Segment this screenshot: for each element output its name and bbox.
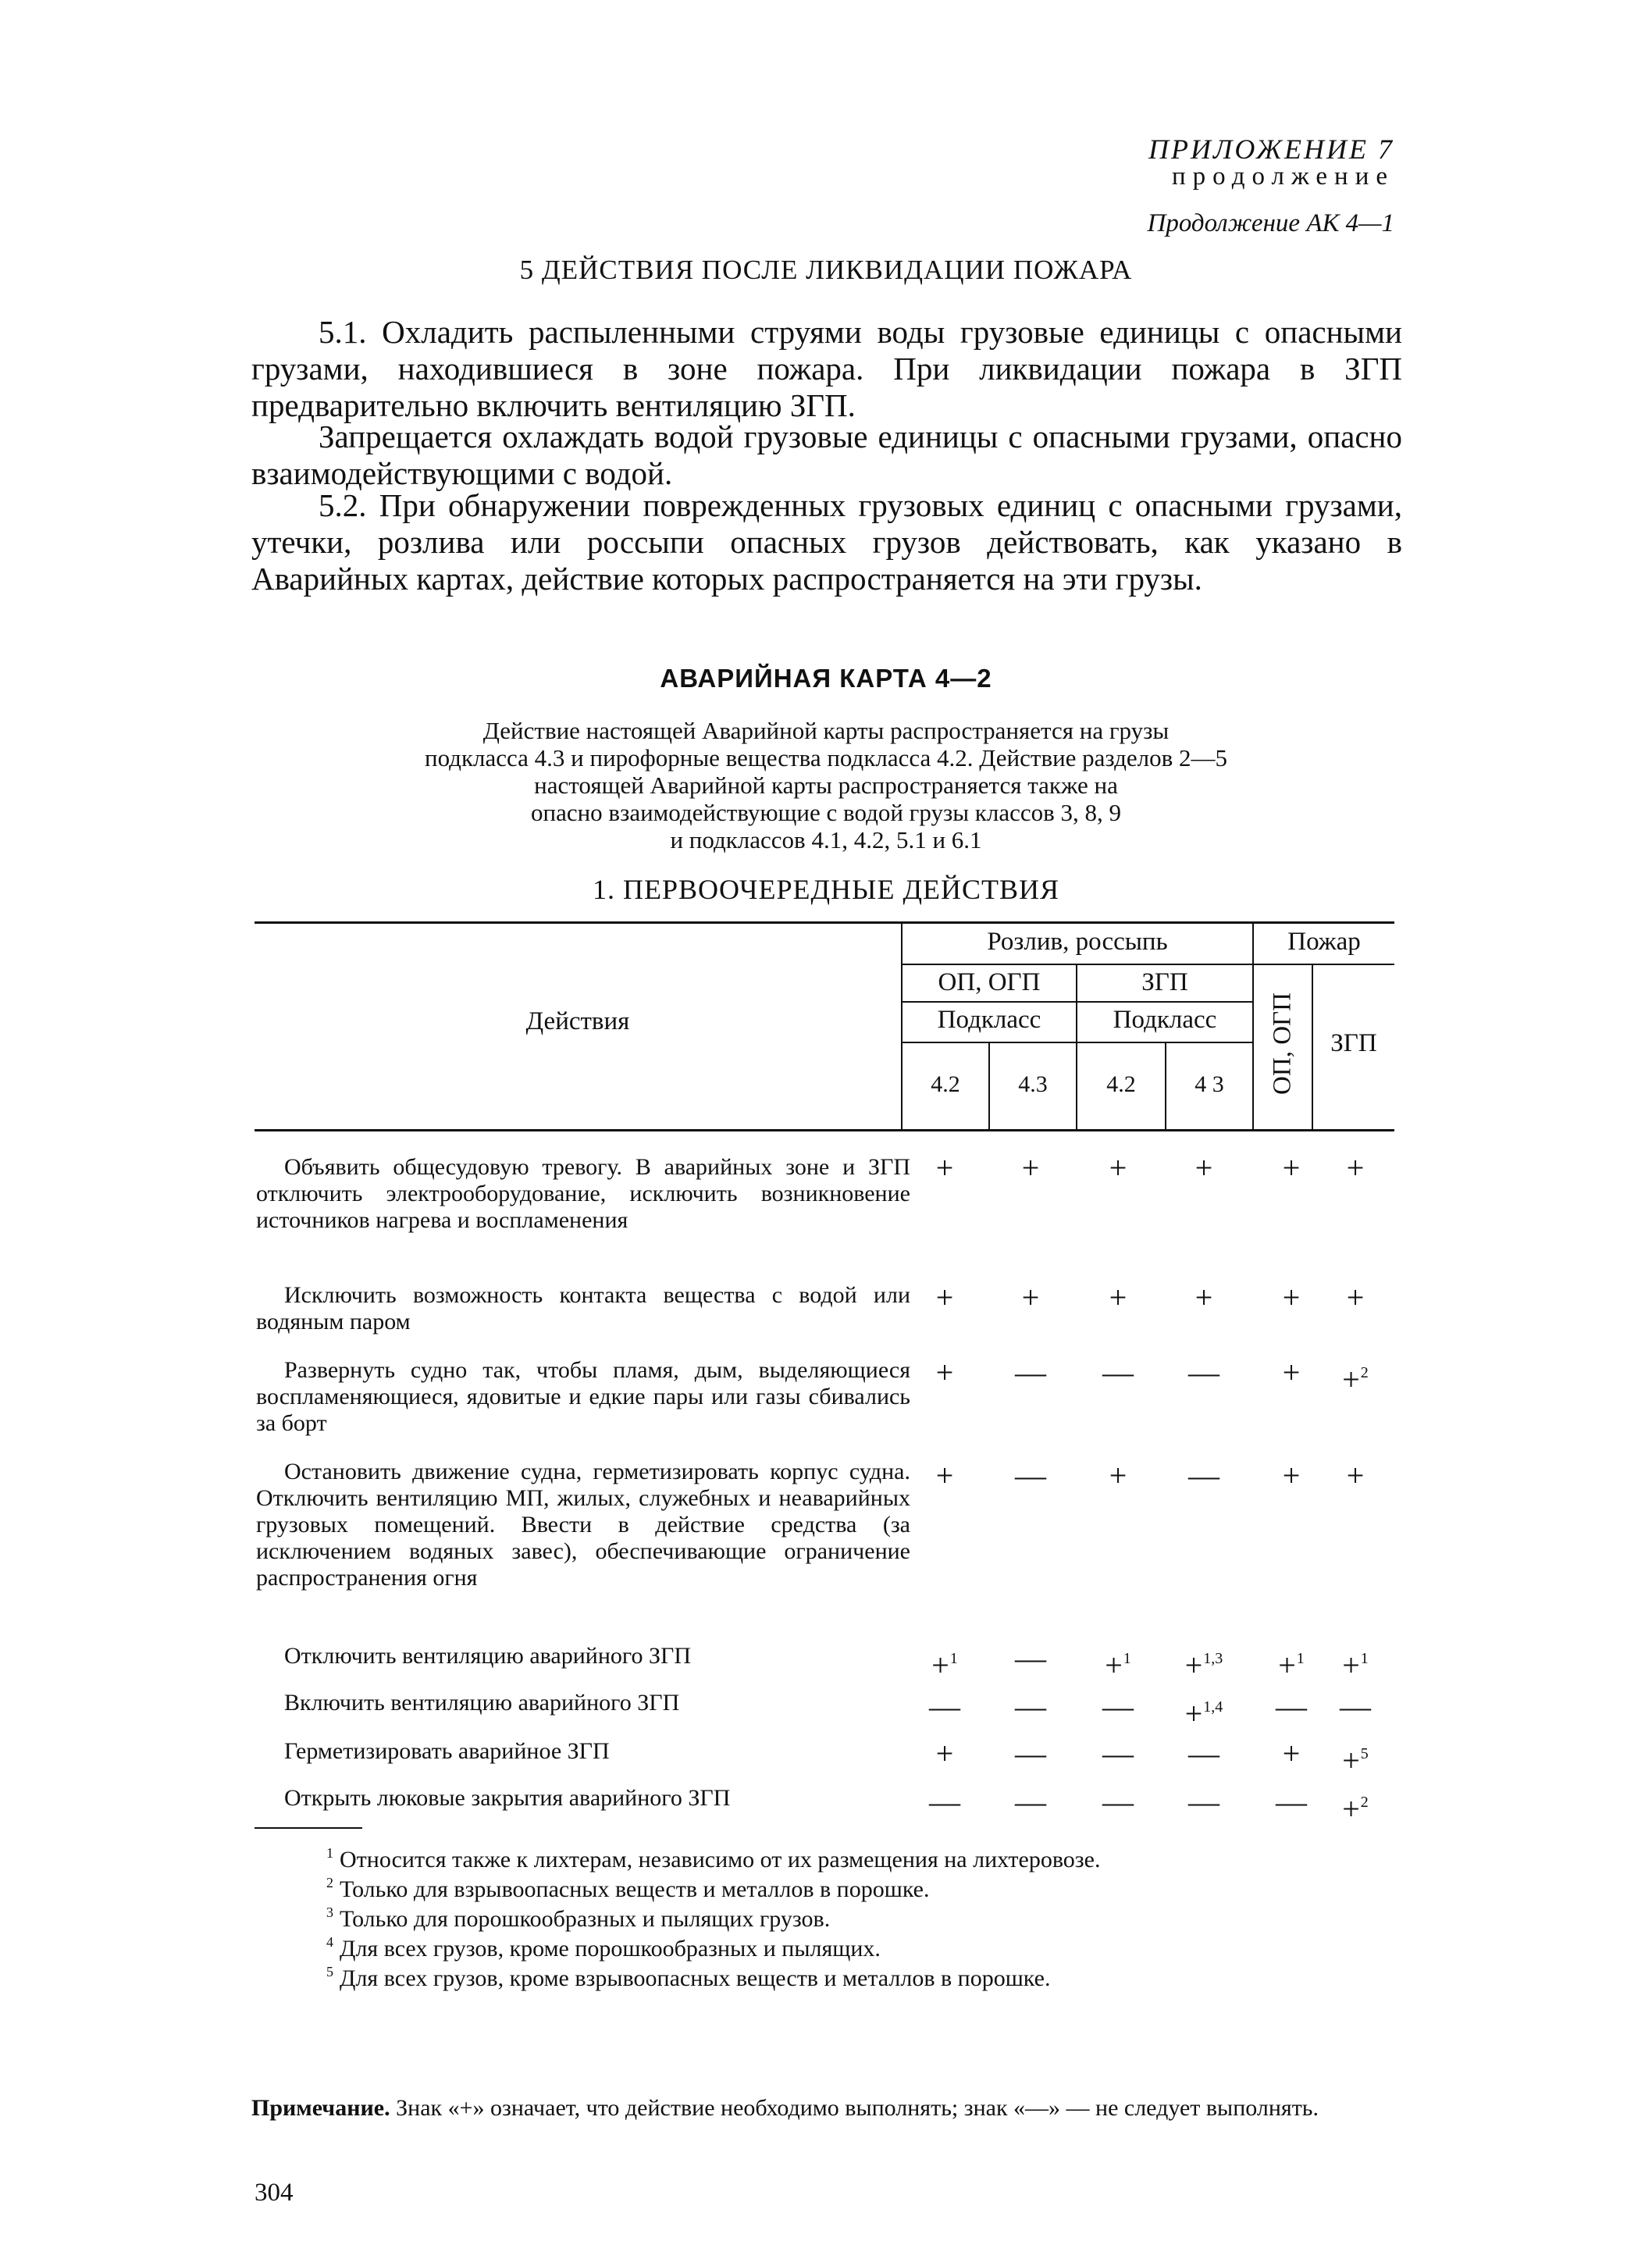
mark-symbol: — [1015, 1689, 1046, 1724]
mark-symbol: + [935, 1458, 954, 1493]
table-cell-mark [921, 1357, 968, 1388]
mark-symbol: — [1188, 1736, 1219, 1771]
note-label: Примечание. [251, 2095, 390, 2121]
row-action: Включить вентиляцию аварийного ЗГП [284, 1690, 680, 1716]
ak-continuation-label: Продолжение АК 4—1 [1147, 209, 1394, 237]
row-action: Объявить общесудовую тревогу. В аварийных зоне и ЗГП отключить электрооборудование, исключить возникновение источников нагрева и воспламенения [256, 1154, 910, 1233]
header-fire-op-ogp: ОП, ОГП [1268, 992, 1297, 1095]
mark-symbol: + [935, 1150, 954, 1185]
table-cell-mark [1268, 1784, 1315, 1819]
mark-symbol: + [1342, 1791, 1360, 1826]
mark-symbol: — [1102, 1355, 1134, 1390]
mark-symbol: + [1278, 1648, 1296, 1683]
header-subclass-4-2: 4.2 [931, 1071, 960, 1097]
scope-line: подкласса 4.3 и пирофорные вещества подкласса 4.2. Действие разделов 2—5 [424, 744, 1228, 771]
table-top-rule [255, 921, 1394, 924]
footnote-number: 1 [326, 1845, 333, 1861]
table-cell-mark [1095, 1691, 1141, 1723]
mark-symbol: + [1184, 1696, 1203, 1731]
mark-symbol: + [931, 1648, 949, 1683]
table-cell-mark [1268, 1643, 1315, 1681]
table-cell-mark [1007, 1784, 1054, 1819]
table-cell-mark [1007, 1460, 1054, 1491]
mark-symbol: — [1102, 1736, 1134, 1771]
mark-symbol: + [1282, 1355, 1301, 1390]
mark-symbol: — [1015, 1641, 1046, 1676]
mark-symbol: + [1109, 1280, 1127, 1315]
table-cell-mark [921, 1150, 968, 1185]
page-number: 304 [255, 2179, 294, 2207]
appendix-label: ПРИЛОЖЕНИЕ 7 [1148, 134, 1394, 165]
mark-symbol: + [1021, 1280, 1040, 1315]
table-cell-mark [921, 1784, 968, 1819]
note-text: Знак «+» означает, что действие необходимо выполнять; знак «—» — не следует выполнять. [396, 2095, 1319, 2121]
mark-symbol: + [1109, 1150, 1127, 1185]
table-cell-mark [1095, 1784, 1141, 1819]
mark-footnote-ref: 2 [1360, 1364, 1369, 1381]
section5-paragraph-3: 5.2. При обнаружении поврежденных грузовых единиц с опасными грузами, утечки, розлива или россыпи опасных грузов действовать, как указано в Аварийных картах, действие которых распространяется на эти грузы. [251, 487, 1402, 597]
footnote [326, 1899, 830, 1933]
table-cell-mark [921, 1643, 968, 1681]
table-cell-mark [1095, 1150, 1141, 1185]
mark-symbol: — [1015, 1458, 1046, 1493]
mark-symbol: — [1276, 1689, 1307, 1724]
table-cell-mark [1332, 1738, 1379, 1776]
table-cell-mark [1332, 1643, 1379, 1681]
table-cell-mark [1268, 1738, 1315, 1769]
table-cell-mark [1332, 1282, 1379, 1313]
table-cell-mark [1007, 1691, 1054, 1723]
table-cell-mark [1180, 1738, 1227, 1769]
mark-footnote-ref: 1 [1296, 1650, 1305, 1667]
footnote-number: 4 [326, 1934, 333, 1950]
table-cell-mark [1180, 1643, 1227, 1681]
mark-footnote-ref: 1,4 [1203, 1698, 1223, 1716]
header-zgp: ЗГП [1141, 968, 1188, 996]
mark-symbol: + [935, 1280, 954, 1315]
mark-symbol: — [1188, 1784, 1219, 1819]
footnote-text: Для всех грузов, кроме порошкообразных и пылящих. [340, 1936, 881, 1962]
table-cell-mark [1332, 1460, 1379, 1491]
table-cell-mark [1095, 1460, 1141, 1491]
footnote [326, 1929, 881, 1962]
mark-symbol: + [1105, 1648, 1123, 1683]
mark-symbol: — [1188, 1355, 1219, 1390]
section5-title: 5 ДЕЙСТВИЯ ПОСЛЕ ЛИКВИДАЦИИ ПОЖАРА [519, 255, 1133, 285]
row-action: Остановить движение судна, герметизировать корпус судна. Отключить вентиляцию МП, жилых, служебных и неаварийных грузовых помещений. Ввести в действие средства (за исключением водяных завес), обеспечивающие ограничение распространения огня [256, 1459, 910, 1591]
table-cell-mark [1268, 1460, 1315, 1491]
table-hline [903, 964, 1252, 965]
table-cell-mark [1332, 1787, 1379, 1825]
table-cell-mark [921, 1282, 968, 1313]
table-cell-mark [1007, 1643, 1054, 1674]
header-subclass-4-3: 4.3 [1018, 1071, 1048, 1097]
mark-symbol: + [1194, 1150, 1213, 1185]
mark-footnote-ref: 1,3 [1203, 1650, 1223, 1667]
scope-line: Действие настоящей Аварийной карты распространяется на грузы [482, 717, 1170, 744]
table-cell-mark [1007, 1738, 1054, 1769]
mark-symbol: + [1342, 1362, 1360, 1397]
header-fire: Пожар [1287, 928, 1361, 956]
row-action: Герметизировать аварийное ЗГП [284, 1738, 610, 1764]
mark-symbol: — [1015, 1784, 1046, 1819]
table-cell-mark [921, 1738, 968, 1769]
mark-symbol: + [1021, 1150, 1040, 1185]
table-cell-mark [1268, 1150, 1315, 1185]
mark-symbol: + [1282, 1150, 1301, 1185]
mark-symbol: — [1276, 1784, 1307, 1819]
table-hline [903, 1001, 1252, 1003]
footnote-number: 3 [326, 1905, 333, 1920]
section5-paragraph-2: Запрещается охлаждать водой грузовые единицы с опасными грузами, опасно взаимодействующими с водой. [251, 419, 1402, 491]
section1-title: 1. ПЕРВООЧЕРЕДНЫЕ ДЕЙСТВИЯ [592, 874, 1060, 905]
table-cell-mark [1268, 1691, 1315, 1723]
footnote [326, 1958, 1050, 1992]
table-cell-mark [1180, 1357, 1227, 1388]
table-cell-mark [1180, 1460, 1227, 1491]
mark-symbol: — [1102, 1784, 1134, 1819]
mark-footnote-ref: 2 [1360, 1794, 1369, 1811]
footnote-number: 5 [326, 1964, 333, 1979]
table-cell-mark [1332, 1150, 1379, 1185]
scope-line: и подклассов 4.1, 4.2, 5.1 и 6.1 [670, 826, 982, 853]
mark-footnote-ref: 1 [949, 1650, 958, 1667]
mark-symbol: + [1282, 1458, 1301, 1493]
mark-symbol: — [1340, 1689, 1371, 1724]
table-cell-mark [1180, 1282, 1227, 1313]
header-subclass-4-3: 4 3 [1194, 1071, 1224, 1097]
mark-symbol: + [1346, 1458, 1365, 1493]
mark-footnote-ref: 5 [1360, 1745, 1369, 1762]
table-cell-mark [1332, 1691, 1379, 1723]
table-cell-mark [1180, 1691, 1227, 1730]
mark-symbol: + [1194, 1280, 1213, 1315]
header-spill: Розлив, россыпь [987, 928, 1168, 956]
mark-symbol: + [1346, 1280, 1365, 1315]
mark-symbol: + [1109, 1458, 1127, 1493]
footnote-text: Только для порошкообразных и пылящих грузов. [340, 1906, 831, 1932]
table-cell-mark [921, 1691, 968, 1723]
table-cell-mark [1007, 1282, 1054, 1313]
mark-symbol: + [1282, 1736, 1301, 1771]
mark-symbol: + [1342, 1648, 1360, 1683]
table-cell-mark [1180, 1150, 1227, 1185]
row-action: Отключить вентиляцию аварийного ЗГП [284, 1643, 692, 1669]
mark-symbol: — [1015, 1736, 1046, 1771]
scope-line: настоящей Аварийной карты распространяется также на [534, 771, 1118, 799]
mark-symbol: — [1015, 1355, 1046, 1390]
header-subclass-4-2: 4.2 [1106, 1071, 1136, 1097]
footnote [326, 1869, 929, 1903]
footnote-text: Только для взрывоопасных веществ и металлов в порошке. [340, 1876, 930, 1902]
table-cell-mark [1095, 1738, 1141, 1769]
row-action: Исключить возможность контакта вещества с водой или водяным паром [256, 1282, 910, 1334]
mark-symbol: — [1188, 1458, 1219, 1493]
table-cell-mark [921, 1460, 968, 1491]
table-cell-mark [1095, 1282, 1141, 1313]
card-title: АВАРИЙНАЯ КАРТА 4—2 [660, 664, 992, 693]
continuation-label: продолжение [1171, 162, 1394, 191]
note [251, 2094, 1402, 2122]
table-cell-mark [1268, 1357, 1315, 1388]
mark-symbol: + [935, 1736, 954, 1771]
table-hline [903, 1042, 1252, 1043]
mark-symbol: + [1342, 1743, 1360, 1778]
scope-line: опасно взаимодействующие с водой грузы классов 3, 8, 9 [530, 799, 1122, 826]
table-cell-mark [1332, 1357, 1379, 1395]
header-actions: Действия [525, 1007, 630, 1035]
header-subclass: Подкласс [937, 1006, 1041, 1034]
header-op-ogp: ОП, ОГП [938, 968, 1041, 996]
header-subclass: Подкласс [1113, 1006, 1217, 1034]
row-action: Открыть люковые закрытия аварийного ЗГП [284, 1785, 731, 1811]
footnote [326, 1840, 1100, 1873]
mark-symbol: + [1184, 1648, 1203, 1683]
footnote-text: Относится также к лихтерам, независимо от их размещения на лихтеровозе. [340, 1847, 1101, 1873]
table-cell-mark [1180, 1784, 1227, 1819]
header-fire-zgp: ЗГП [1330, 1029, 1377, 1057]
table-cell-mark [1095, 1357, 1141, 1388]
mark-symbol: — [929, 1689, 960, 1724]
table-header-rule [255, 1129, 1394, 1131]
card-scope [0, 717, 1652, 853]
table-hline [1254, 964, 1394, 965]
mark-symbol: + [1282, 1280, 1301, 1315]
mark-symbol: + [1346, 1150, 1365, 1185]
table-cell-mark [1268, 1282, 1315, 1313]
mark-footnote-ref: 1 [1360, 1650, 1369, 1667]
footnote-number: 2 [326, 1875, 333, 1890]
mark-symbol: — [1102, 1689, 1134, 1724]
footnote-rule [255, 1827, 362, 1829]
footnote-text: Для всех грузов, кроме взрывоопасных веществ и металлов в порошке. [340, 1965, 1051, 1991]
table-cell-mark [1007, 1357, 1054, 1388]
row-action: Развернуть судно так, чтобы пламя, дым, выделяющиеся воспламеняющиеся, ядовитые и едкие пары или газы сбивались за борт [256, 1357, 910, 1436]
table-cell-mark [1095, 1643, 1141, 1681]
mark-footnote-ref: 1 [1123, 1650, 1131, 1667]
section5-paragraph-1: 5.1. Охладить распыленными струями воды грузовые единицы с опасными грузами, находившиеся в зоне пожара. При ликвидации пожара в ЗГП предварительно включить вентиляцию ЗГП. [251, 314, 1402, 423]
table-cell-mark [1007, 1150, 1054, 1185]
mark-symbol: — [929, 1784, 960, 1819]
mark-symbol: + [935, 1355, 954, 1390]
